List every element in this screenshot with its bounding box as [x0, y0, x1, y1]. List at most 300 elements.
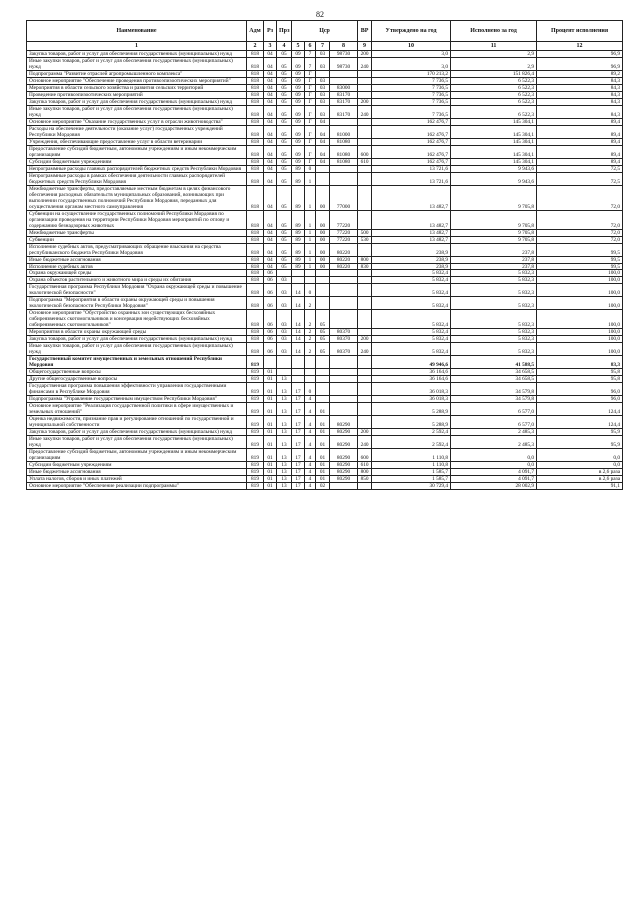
row-tsr-direction: 80220 — [330, 263, 358, 270]
table-row — [27, 158, 623, 165]
row-tsr-program: 09 — [292, 118, 305, 125]
row-vr: 530 — [358, 236, 372, 243]
row-tsr-program: 14 — [292, 297, 305, 310]
column-number: 8 — [330, 42, 358, 51]
row-rz: 06 — [264, 277, 277, 284]
row-adm: 819 — [247, 436, 264, 449]
row-tsr-program: 89 — [292, 229, 305, 236]
row-executed: 145 304,1 — [451, 158, 537, 165]
column-number: 2 — [247, 42, 264, 51]
row-tsr-activity: 00 — [316, 229, 330, 236]
row-tsr-direction: 80370 — [330, 336, 358, 343]
row-approved: 36 018,3 — [372, 396, 451, 403]
table-row — [27, 482, 623, 489]
row-percent: 124,4 — [537, 403, 623, 416]
row-adm: 818 — [247, 125, 264, 138]
table-row — [27, 376, 623, 383]
row-tsr-activity: 03 — [316, 84, 330, 91]
row-name: Межбюджетные трансферты — [27, 229, 247, 236]
row-prz: 05 — [277, 236, 292, 243]
row-rz: 04 — [264, 57, 277, 70]
row-approved: 30 729,4 — [372, 482, 451, 489]
row-executed: 34 658,5 — [451, 369, 537, 376]
row-tsr-subprogram: 1 — [305, 263, 316, 270]
row-tsr-subprogram: Г — [305, 145, 316, 158]
row-prz — [277, 369, 292, 376]
table-row — [27, 270, 623, 277]
row-name: Основное мероприятие "Обустройство охранных зон существующих бесхозяйных сибиреязвенных скотомогильников и консервация недействующих бесхозяйных сибиреязвенных скотомогильников" — [27, 310, 247, 329]
row-tsr-subprogram: 4 — [305, 482, 316, 489]
row-tsr-activity: 04 — [316, 145, 330, 158]
row-name: Подпрограмма "Развитие отраслей агропромышленного комплекса" — [27, 70, 247, 77]
row-tsr-subprogram: 0 — [305, 383, 316, 396]
table-row — [27, 84, 623, 91]
row-adm: 818 — [247, 165, 264, 172]
row-tsr-activity: 01 — [316, 476, 330, 483]
row-name: Охрана объектов растительного и животного мира и среды их обитания — [27, 277, 247, 284]
row-rz: 04 — [264, 105, 277, 118]
row-executed: 145 304,1 — [451, 145, 537, 158]
row-adm: 819 — [247, 369, 264, 376]
row-adm: 819 — [247, 356, 264, 369]
row-tsr-activity: 01 — [316, 436, 330, 449]
row-tsr-activity — [316, 383, 330, 396]
row-vr: 200 — [358, 98, 372, 105]
row-tsr-subprogram: 1 — [305, 185, 316, 210]
column-number: 10 — [372, 42, 451, 51]
row-tsr-direction — [330, 70, 358, 77]
row-tsr-direction — [330, 369, 358, 376]
row-tsr-activity: 03 — [316, 105, 330, 118]
row-rz: 04 — [264, 210, 277, 229]
row-percent: 72,0 — [537, 210, 623, 229]
row-executed: 5 832,3 — [451, 343, 537, 356]
row-tsr-activity — [316, 270, 330, 277]
row-tsr-program: 14 — [292, 310, 305, 329]
row-executed: 6 522,3 — [451, 84, 537, 91]
row-vr: 800 — [358, 469, 372, 476]
row-adm: 818 — [247, 210, 264, 229]
row-executed: 34 579,8 — [451, 396, 537, 403]
row-tsr-program: 17 — [292, 416, 305, 429]
row-tsr-subprogram: 4 — [305, 403, 316, 416]
row-name: Закупка товаров, работ и услуг для обеспечения государственных (муниципальных) нужд — [27, 51, 247, 58]
row-percent: в 2,6 раза — [537, 469, 623, 476]
row-rz: 01 — [264, 383, 277, 396]
row-tsr-program: 09 — [292, 91, 305, 98]
row-approved: 5 288,9 — [372, 416, 451, 429]
row-tsr-direction: 77220 — [330, 229, 358, 236]
row-approved: 162 476,7 — [372, 138, 451, 145]
row-adm: 818 — [247, 229, 264, 236]
row-tsr-direction — [330, 165, 358, 172]
row-rz: 01 — [264, 403, 277, 416]
row-rz: 01 — [264, 416, 277, 429]
row-prz: 05 — [277, 138, 292, 145]
row-rz: 01 — [264, 396, 277, 403]
row-tsr-activity — [316, 165, 330, 172]
table-row — [27, 256, 623, 263]
row-rz: 01 — [264, 429, 277, 436]
row-approved: 238,9 — [372, 243, 451, 256]
row-approved: 13 482,7 — [372, 236, 451, 243]
row-vr — [358, 77, 372, 84]
row-rz: 04 — [264, 165, 277, 172]
header-percent: Процент исполнения — [537, 21, 623, 42]
row-tsr-activity — [316, 172, 330, 185]
row-rz: 04 — [264, 158, 277, 165]
row-name: Закупка товаров, работ и услуг для обеспечения государственных (муниципальных) нужд — [27, 336, 247, 343]
row-prz: 13 — [277, 449, 292, 462]
column-number-row — [27, 42, 623, 51]
row-percent: 95,8 — [537, 376, 623, 383]
row-name: Основное мероприятие "Оказание государственных услуг в отрасли животноводства" — [27, 118, 247, 125]
row-adm: 818 — [247, 158, 264, 165]
table-row — [27, 476, 623, 483]
row-percent: 89,4 — [537, 125, 623, 138]
table-row — [27, 165, 623, 172]
row-name: Общегосударственные вопросы — [27, 369, 247, 376]
header-vr: ВР — [358, 21, 372, 42]
row-adm: 818 — [247, 270, 264, 277]
row-name: Непрограммные расходы в рамках обеспечения деятельности главных распорядителей бюджетных средств Республики Мордовия — [27, 172, 247, 185]
row-tsr-activity: 00 — [316, 210, 330, 229]
row-approved: 13 721,6 — [372, 172, 451, 185]
row-executed: 0,0 — [451, 449, 537, 462]
row-tsr-program: 09 — [292, 145, 305, 158]
row-tsr-subprogram: 1 — [305, 256, 316, 263]
row-tsr-subprogram: Г — [305, 98, 316, 105]
row-rz: 04 — [264, 145, 277, 158]
row-adm: 819 — [247, 403, 264, 416]
row-tsr-subprogram: 2 — [305, 336, 316, 343]
row-name: Исполнение судебных актов, предусматривающих обращение взыскания на средства республиканского бюджета Республики Мордовия — [27, 243, 247, 256]
row-executed: 145 304,1 — [451, 138, 537, 145]
budget-execution-table — [26, 20, 623, 490]
row-name: Другие общегосударственные вопросы — [27, 376, 247, 383]
column-number: 4 — [277, 42, 292, 51]
row-prz: 13 — [277, 476, 292, 483]
row-approved: 7 736,5 — [372, 105, 451, 118]
row-percent: 96,0 — [537, 383, 623, 396]
row-approved: 5 832,4 — [372, 277, 451, 284]
column-number: 12 — [537, 42, 623, 51]
row-name: Иные закупки товаров, работ и услуг для обеспечения государственных (муниципальных) нужд — [27, 57, 247, 70]
row-prz: 05 — [277, 229, 292, 236]
row-executed: 28 002,9 — [451, 482, 537, 489]
row-tsr-program — [292, 270, 305, 277]
row-prz — [277, 270, 292, 277]
row-tsr-activity: 01 — [316, 449, 330, 462]
row-vr — [358, 243, 372, 256]
row-prz: 05 — [277, 84, 292, 91]
row-adm: 818 — [247, 118, 264, 125]
row-executed: 9 705,8 — [451, 185, 537, 210]
row-tsr-program: 09 — [292, 84, 305, 91]
row-adm: 818 — [247, 70, 264, 77]
row-approved: 36 164,6 — [372, 369, 451, 376]
row-rz: 04 — [264, 172, 277, 185]
row-approved: 238,9 — [372, 263, 451, 270]
row-tsr-direction — [330, 376, 358, 383]
row-vr — [358, 329, 372, 336]
row-tsr-program: 17 — [292, 403, 305, 416]
table-row — [27, 263, 623, 270]
row-tsr-activity: 00 — [316, 236, 330, 243]
row-name: Закупка товаров, работ и услуг для обеспечения государственных (муниципальных) нужд — [27, 429, 247, 436]
row-percent: 99,5 — [537, 243, 623, 256]
row-tsr-activity: 03 — [316, 98, 330, 105]
row-vr: 500 — [358, 229, 372, 236]
row-approved: 13 482,7 — [372, 210, 451, 229]
row-tsr-direction: 80220 — [330, 256, 358, 263]
row-adm: 818 — [247, 243, 264, 256]
row-tsr-subprogram: Г — [305, 70, 316, 77]
row-percent: 95,8 — [537, 369, 623, 376]
row-adm: 818 — [247, 51, 264, 58]
row-adm: 818 — [247, 277, 264, 284]
row-rz: 04 — [264, 185, 277, 210]
table-row — [27, 118, 623, 125]
row-adm: 818 — [247, 57, 264, 70]
row-adm: 818 — [247, 256, 264, 263]
row-vr: 200 — [358, 336, 372, 343]
row-tsr-activity: 03 — [316, 91, 330, 98]
row-percent: 84,3 — [537, 84, 623, 91]
row-approved: 170 213,2 — [372, 70, 451, 77]
row-tsr-program — [292, 376, 305, 383]
row-vr — [358, 165, 372, 172]
row-prz: 13 — [277, 396, 292, 403]
row-tsr-activity — [316, 277, 330, 284]
column-number: 5 — [292, 42, 305, 51]
row-name: Иные закупки товаров, работ и услуг для обеспечения государственных (муниципальных) нужд — [27, 343, 247, 356]
row-rz: 01 — [264, 469, 277, 476]
table-header-row — [27, 21, 623, 42]
table-row — [27, 145, 623, 158]
row-tsr-activity: 01 — [316, 469, 330, 476]
table-row — [27, 297, 623, 310]
row-tsr-activity — [316, 356, 330, 369]
row-tsr-program: 17 — [292, 462, 305, 469]
header-rz: Рз — [264, 21, 277, 42]
row-rz: 06 — [264, 343, 277, 356]
column-number: 3 — [264, 42, 277, 51]
row-name: Основное мероприятие "Обеспечение реализации подпрограммы" — [27, 482, 247, 489]
row-percent: 72,0 — [537, 185, 623, 210]
row-executed: 9 705,8 — [451, 229, 537, 236]
table-row — [27, 343, 623, 356]
row-executed: 5 832,3 — [451, 277, 537, 284]
row-adm: 818 — [247, 236, 264, 243]
row-percent: 100,0 — [537, 284, 623, 297]
table-row — [27, 469, 623, 476]
row-tsr-activity: 00 — [316, 256, 330, 263]
row-tsr-direction — [330, 118, 358, 125]
row-adm: 819 — [247, 429, 264, 436]
table-row — [27, 369, 623, 376]
row-tsr-subprogram — [305, 376, 316, 383]
row-tsr-direction: 77220 — [330, 210, 358, 229]
row-approved: 1 585,7 — [372, 476, 451, 483]
row-percent: 72,5 — [537, 165, 623, 172]
row-tsr-subprogram: 4 — [305, 469, 316, 476]
row-tsr-program: 09 — [292, 70, 305, 77]
row-name: Иные закупки товаров, работ и услуг для обеспечения государственных (муниципальных) нужд — [27, 436, 247, 449]
row-rz: 04 — [264, 263, 277, 270]
row-prz: 05 — [277, 165, 292, 172]
row-executed: 151 826,4 — [451, 70, 537, 77]
row-executed: 6 522,3 — [451, 98, 537, 105]
row-executed: 4 091,7 — [451, 469, 537, 476]
row-tsr-activity: 04 — [316, 118, 330, 125]
row-adm: 819 — [247, 396, 264, 403]
row-tsr-subprogram: 4 — [305, 416, 316, 429]
row-name: Исполнение судебных актов — [27, 263, 247, 270]
row-executed: 9 705,8 — [451, 236, 537, 243]
row-prz: 05 — [277, 256, 292, 263]
row-adm: 819 — [247, 469, 264, 476]
row-percent: 96,9 — [537, 57, 623, 70]
row-approved: 162 476,7 — [372, 118, 451, 125]
row-approved: 5 832,4 — [372, 270, 451, 277]
row-executed: 34 579,8 — [451, 383, 537, 396]
row-adm: 818 — [247, 84, 264, 91]
header-prz: Прз — [277, 21, 292, 42]
row-approved: 2 592,4 — [372, 429, 451, 436]
row-tsr-direction: 83170 — [330, 98, 358, 105]
row-tsr-subprogram: Г — [305, 158, 316, 165]
row-name: Расходы на обеспечение деятельности (оказание услуг) государственных учреждений Республики Мордовия — [27, 125, 247, 138]
row-name: Иные закупки товаров, работ и услуг для обеспечения государственных (муниципальных) нужд — [27, 105, 247, 118]
row-tsr-program: 89 — [292, 236, 305, 243]
row-percent: в 2,6 раза — [537, 476, 623, 483]
row-adm: 819 — [247, 416, 264, 429]
row-vr — [358, 284, 372, 297]
row-name: Закупка товаров, работ и услуг для обеспечения государственных (муниципальных) нужд — [27, 98, 247, 105]
row-rz: 04 — [264, 51, 277, 58]
row-adm: 819 — [247, 476, 264, 483]
header-approved: Утверждено на год — [372, 21, 451, 42]
row-rz: 06 — [264, 329, 277, 336]
row-executed: 145 304,1 — [451, 125, 537, 138]
row-executed: 145 304,1 — [451, 118, 537, 125]
row-tsr-subprogram: 4 — [305, 396, 316, 403]
row-vr — [358, 356, 372, 369]
row-executed: 9 943,6 — [451, 172, 537, 185]
row-vr: 600 — [358, 449, 372, 462]
row-prz: 05 — [277, 263, 292, 270]
row-tsr-direction: 80370 — [330, 329, 358, 336]
row-rz: 04 — [264, 125, 277, 138]
row-executed: 6 522,3 — [451, 77, 537, 84]
row-adm: 818 — [247, 172, 264, 185]
row-vr: 800 — [358, 256, 372, 263]
table-row — [27, 383, 623, 396]
row-tsr-activity: 00 — [316, 243, 330, 256]
row-tsr-activity — [316, 70, 330, 77]
row-approved: 1 110,8 — [372, 462, 451, 469]
row-tsr-direction: 81080 — [330, 138, 358, 145]
row-tsr-program: 09 — [292, 51, 305, 58]
row-rz: 01 — [264, 436, 277, 449]
row-prz: 05 — [277, 77, 292, 84]
row-rz: 06 — [264, 310, 277, 329]
row-tsr-activity: 02 — [316, 482, 330, 489]
row-approved: 5 832,4 — [372, 343, 451, 356]
row-tsr-subprogram — [305, 270, 316, 277]
row-tsr-program — [292, 369, 305, 376]
row-tsr-subprogram: 4 — [305, 476, 316, 483]
table-row — [27, 449, 623, 462]
row-rz: 04 — [264, 118, 277, 125]
row-tsr-activity: 01 — [316, 403, 330, 416]
row-tsr-subprogram: 2 — [305, 310, 316, 329]
row-vr: 610 — [358, 158, 372, 165]
row-adm: 818 — [247, 185, 264, 210]
row-rz: 01 — [264, 449, 277, 462]
row-prz: 13 — [277, 416, 292, 429]
table-row — [27, 310, 623, 329]
row-approved: 13 482,7 — [372, 229, 451, 236]
row-vr — [358, 91, 372, 98]
row-vr — [358, 70, 372, 77]
row-tsr-activity: 05 — [316, 336, 330, 343]
row-name: Межбюджетные трансферты, предоставляемые местным бюджетам в целях финансового обеспечения расходных обязательств муниципальных образований, возникающих при выполнении государственных полномочий Республики Мордовия, переданных для осуществления органам местного самоуправления — [27, 185, 247, 210]
row-approved: 13 482,7 — [372, 185, 451, 210]
row-tsr-subprogram: Г — [305, 138, 316, 145]
row-tsr-program: 17 — [292, 436, 305, 449]
row-prz: 05 — [277, 118, 292, 125]
row-prz: 05 — [277, 98, 292, 105]
row-tsr-direction: 83170 — [330, 105, 358, 118]
row-approved: 49 946,6 — [372, 356, 451, 369]
row-approved: 1 585,7 — [372, 469, 451, 476]
row-percent: 100,0 — [537, 336, 623, 343]
row-tsr-subprogram: 2 — [305, 297, 316, 310]
row-adm: 818 — [247, 329, 264, 336]
row-tsr-direction — [330, 297, 358, 310]
row-tsr-direction: 80290 — [330, 436, 358, 449]
row-vr — [358, 138, 372, 145]
row-tsr-subprogram: Г — [305, 77, 316, 84]
row-tsr-activity: 05 — [316, 343, 330, 356]
row-vr — [358, 125, 372, 138]
row-adm: 819 — [247, 383, 264, 396]
row-prz — [277, 356, 292, 369]
table-row — [27, 210, 623, 229]
row-percent: 72,0 — [537, 236, 623, 243]
row-tsr-program: 14 — [292, 284, 305, 297]
row-tsr-activity — [316, 284, 330, 297]
row-tsr-program: 09 — [292, 158, 305, 165]
row-name: Субвенции на осуществление государственных полномочий Республики Мордовия по организации проведения на территории Республики Мордовия мероприятий по отлову и содержанию безнадзорных животных — [27, 210, 247, 229]
row-approved: 36 018,3 — [372, 383, 451, 396]
row-tsr-subprogram: Г — [305, 118, 316, 125]
row-tsr-subprogram: 1 — [305, 229, 316, 236]
row-executed: 2 485,3 — [451, 436, 537, 449]
row-approved: 2 592,4 — [372, 436, 451, 449]
row-prz: 13 — [277, 383, 292, 396]
row-tsr-subprogram: 2 — [305, 343, 316, 356]
row-tsr-subprogram — [305, 277, 316, 284]
row-executed: 237,8 — [451, 243, 537, 256]
row-prz: 03 — [277, 329, 292, 336]
row-percent: 95,9 — [537, 429, 623, 436]
table-body — [27, 51, 623, 490]
row-vr — [358, 210, 372, 229]
row-tsr-subprogram: 2 — [305, 329, 316, 336]
